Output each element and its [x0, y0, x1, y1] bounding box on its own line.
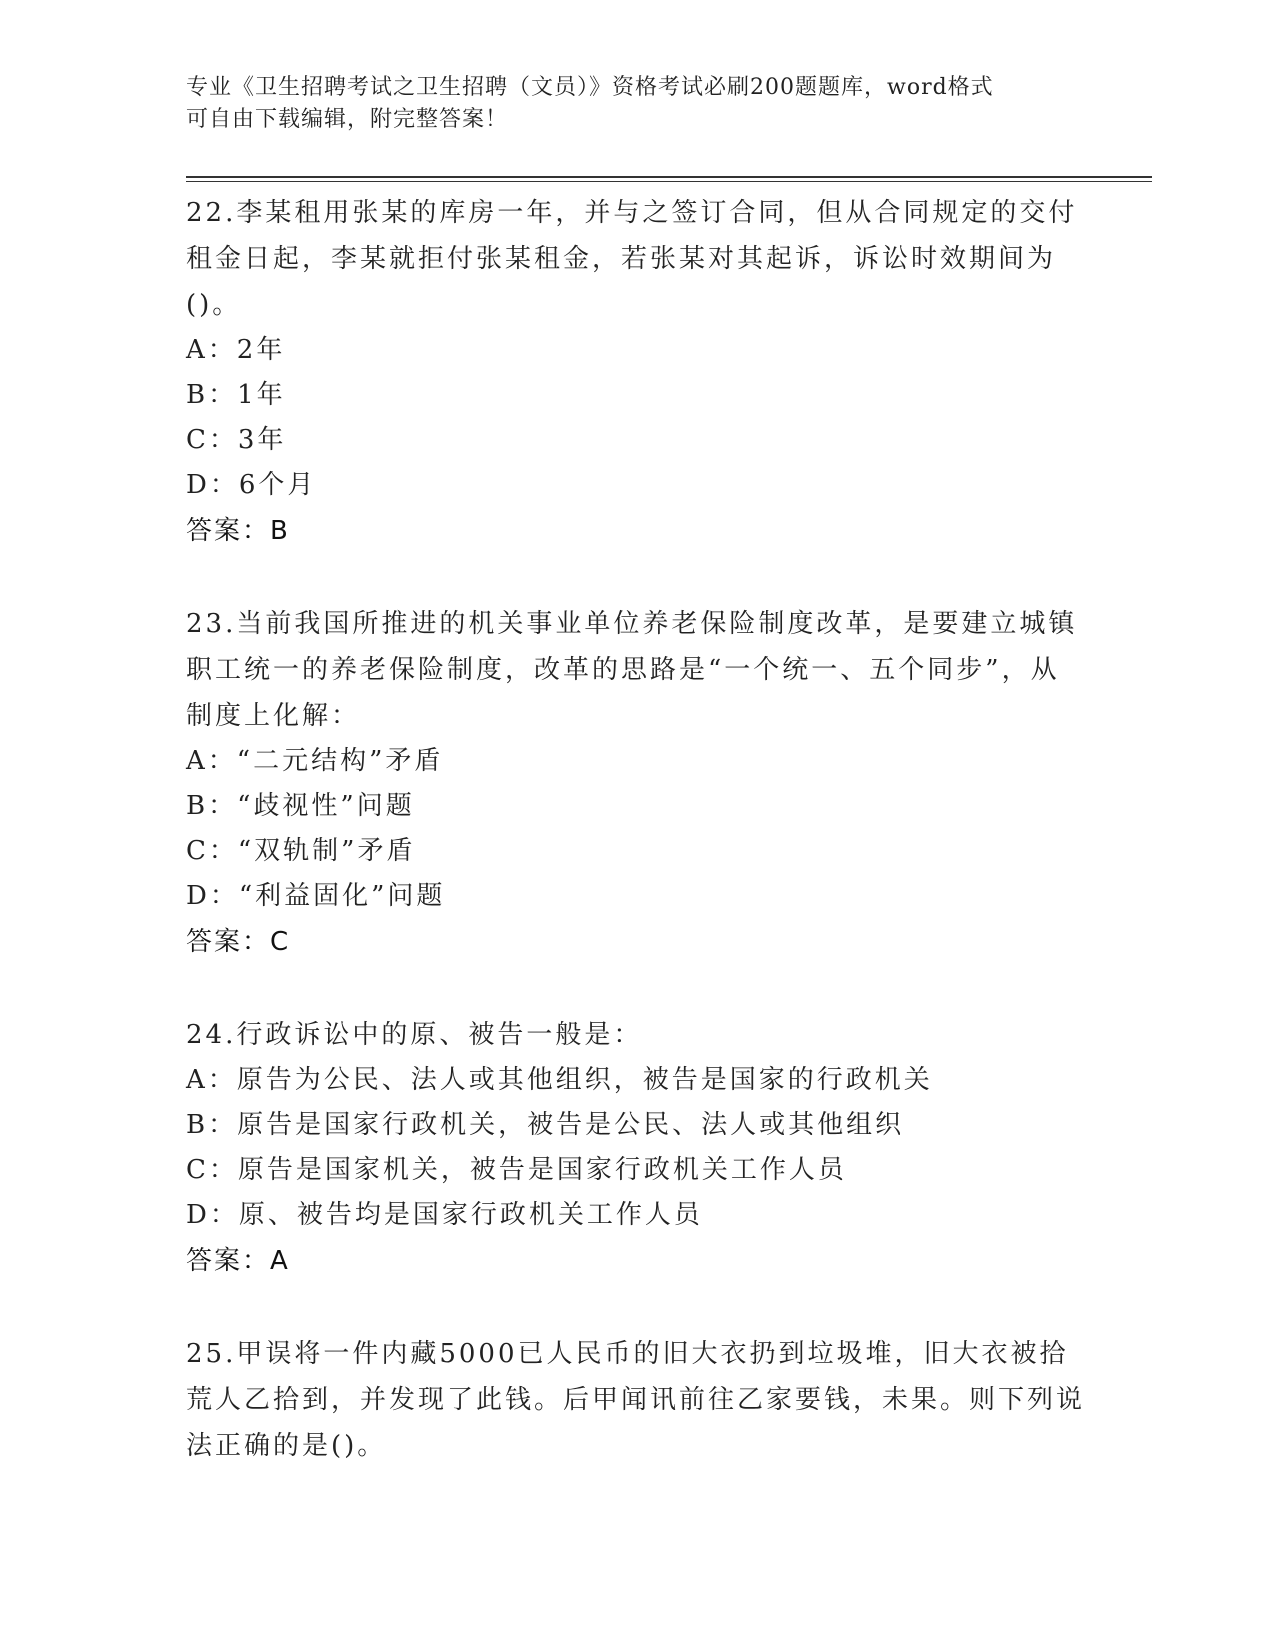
answer-label: 答案：A	[186, 1246, 290, 1276]
option-a: A：2年	[186, 335, 286, 365]
question-24	[186, 1012, 1086, 1284]
answer-label: 答案：B	[186, 516, 290, 546]
option-d: D：“利益固化”问题	[186, 881, 446, 911]
option-c: C：3年	[186, 425, 287, 455]
option-a: A：“二元结构”矛盾	[186, 746, 444, 776]
header-divider-thin	[186, 181, 1152, 182]
option-d: D：原、被告均是国家行政机关工作人员	[186, 1200, 703, 1230]
question-22	[186, 190, 1086, 554]
header-line-1: 专业《卫生招聘考试之卫生招聘（文员）》资格考试必刷200题题库，word格式	[186, 75, 994, 100]
option-a: A：原告为公民、法人或其他组织，被告是国家的行政机关	[186, 1065, 933, 1095]
document-header	[186, 72, 1086, 136]
option-b: B：“歧视性”问题	[186, 791, 415, 821]
option-b: B：1年	[186, 380, 286, 410]
question-list	[186, 190, 1086, 1516]
question-stem: 25.甲误将一件内藏5000已人民币的旧大衣扔到垃圾堆，旧大衣被拾荒人乙拾到，并发现了此钱。后甲闻讯前往乙家要钱，未果。则下列说法正确的是()。	[186, 1339, 1086, 1461]
option-b: B：原告是国家行政机关，被告是公民、法人或其他组织	[186, 1110, 905, 1140]
option-c: C：“双轨制”矛盾	[186, 836, 416, 866]
question-stem: 23.当前我国所推进的机关事业单位养老保险制度改革，是要建立城镇职工统一的养老保险制度，改革的思路是“一个统一、五个同步”，从制度上化解：	[186, 609, 1078, 731]
answer-label: 答案：C	[186, 927, 291, 957]
header-line-2: 可自由下载编辑，附完整答案！	[186, 107, 509, 132]
question-25	[186, 1331, 1086, 1469]
option-c: C：原告是国家机关，被告是国家行政机关工作人员	[186, 1155, 847, 1185]
question-stem: 24.行政诉讼中的原、被告一般是：	[186, 1020, 643, 1050]
option-d: D：6个月	[186, 470, 317, 500]
question-23	[186, 601, 1086, 965]
question-stem: 22.李某租用张某的库房一年，并与之签订合同，但从合同规定的交付租金日起，李某就拒付张某租金，若张某对其起诉，诉讼时效期间为()。	[186, 198, 1078, 320]
header-divider-thick	[186, 176, 1152, 178]
